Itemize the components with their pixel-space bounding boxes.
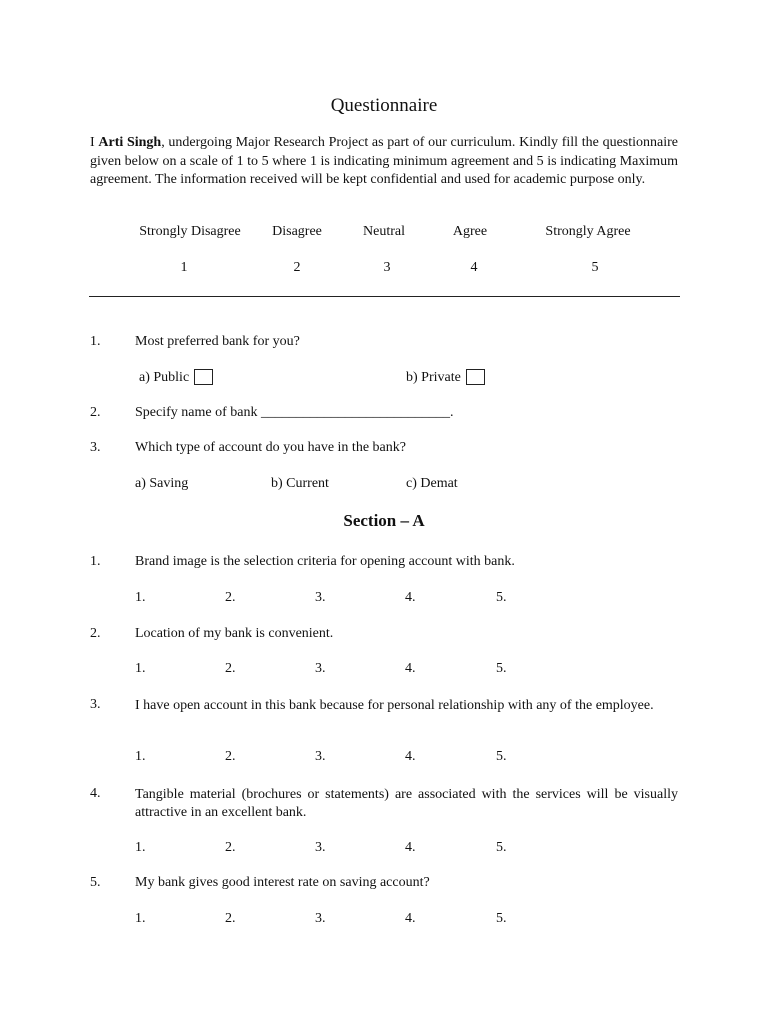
rating-option-2[interactable]: 2.: [225, 661, 236, 676]
question-number: 3.: [90, 697, 101, 712]
question-number: 1.: [90, 554, 101, 569]
rating-option-4[interactable]: 4.: [405, 911, 416, 926]
rating-option-5[interactable]: 5.: [496, 590, 507, 605]
question-text: Tangible material (brochures or statements) are associated with the services will be visually attractive in an excellent bank.: [135, 787, 678, 820]
rating-option-4[interactable]: 4.: [405, 749, 416, 764]
rating-option-2[interactable]: 2.: [225, 749, 236, 764]
divider-line: [89, 296, 680, 297]
rating-option-1[interactable]: 1.: [135, 590, 146, 605]
rating-option-3[interactable]: 3.: [315, 590, 326, 605]
question-number: 2.: [90, 405, 101, 420]
rating-option-2[interactable]: 2.: [225, 840, 236, 855]
scale-number-5: 5: [591, 260, 599, 275]
rating-option-4[interactable]: 4.: [405, 840, 416, 855]
scale-label-strongly-disagree: Strongly Disagree: [139, 224, 241, 239]
scale-label-strongly-agree: Strongly Agree: [545, 224, 631, 239]
question-text: Most preferred bank for you?: [135, 334, 300, 349]
rating-option-3[interactable]: 3.: [315, 749, 326, 764]
question-text: I have open account in this bank because for personal relationship with any of the employee.: [135, 698, 654, 713]
question-text: Location of my bank is convenient.: [135, 626, 334, 641]
scale-number-3: 3: [383, 260, 391, 275]
public-checkbox[interactable]: [194, 369, 213, 385]
scale-number-1: 1: [180, 260, 188, 275]
intro-text: , undergoing Major Research Project as part of our curriculum. Kindly fill the questionnaire given below on a scale of 1 to 5 where 1 is indicating minimum agreement and 5 is indicating Maximum agreement. The information received will be kept confidential and used for academic purpose only.: [90, 135, 679, 187]
rating-option-1[interactable]: 1.: [135, 749, 146, 764]
rating-option-1[interactable]: 1.: [135, 661, 146, 676]
respondent-name: Arti Singh: [98, 135, 162, 150]
scale-label-agree: Agree: [452, 224, 488, 239]
option-public: [139, 369, 213, 386]
option-private-label: b) Private: [406, 370, 461, 385]
scale-label-disagree: Disagree: [272, 224, 322, 239]
question-number: 4.: [90, 786, 101, 801]
rating-option-5[interactable]: 5.: [496, 661, 507, 676]
option-private: [406, 369, 485, 386]
rating-option-3[interactable]: 3.: [315, 840, 326, 855]
question-number: 1.: [90, 334, 101, 349]
rating-option-2[interactable]: 2.: [225, 911, 236, 926]
intro-prefix: I: [90, 135, 99, 150]
rating-option-4[interactable]: 4.: [405, 590, 416, 605]
question-text: Which type of account do you have in the bank?: [135, 440, 406, 455]
bank-name-field[interactable]: Specify name of bank ___________________________.: [135, 405, 454, 420]
question-number: 3.: [90, 440, 101, 455]
question-number: 5.: [90, 875, 101, 890]
option-saving[interactable]: a) Saving: [135, 476, 189, 491]
scale-number-4: 4: [470, 260, 478, 275]
rating-option-4[interactable]: 4.: [405, 661, 416, 676]
rating-option-1[interactable]: 1.: [135, 840, 146, 855]
private-checkbox[interactable]: [466, 369, 485, 385]
option-current[interactable]: b) Current: [271, 476, 329, 491]
rating-option-2[interactable]: 2.: [225, 590, 236, 605]
rating-option-5[interactable]: 5.: [496, 749, 507, 764]
rating-option-5[interactable]: 5.: [496, 840, 507, 855]
rating-option-3[interactable]: 3.: [315, 661, 326, 676]
page-title: Questionnaire: [330, 95, 438, 116]
intro-paragraph: [90, 134, 678, 190]
question-text: My bank gives good interest rate on saving account?: [135, 875, 430, 890]
rating-option-5[interactable]: 5.: [496, 911, 507, 926]
scale-number-2: 2: [293, 260, 301, 275]
section-title: Section – A: [343, 511, 425, 530]
rating-option-3[interactable]: 3.: [315, 911, 326, 926]
rating-option-1[interactable]: 1.: [135, 911, 146, 926]
scale-label-neutral: Neutral: [363, 224, 405, 239]
option-demat[interactable]: c) Demat: [406, 476, 458, 491]
question-number: 2.: [90, 626, 101, 641]
question-text: Brand image is the selection criteria for opening account with bank.: [135, 554, 515, 569]
option-public-label: a) Public: [139, 370, 190, 385]
